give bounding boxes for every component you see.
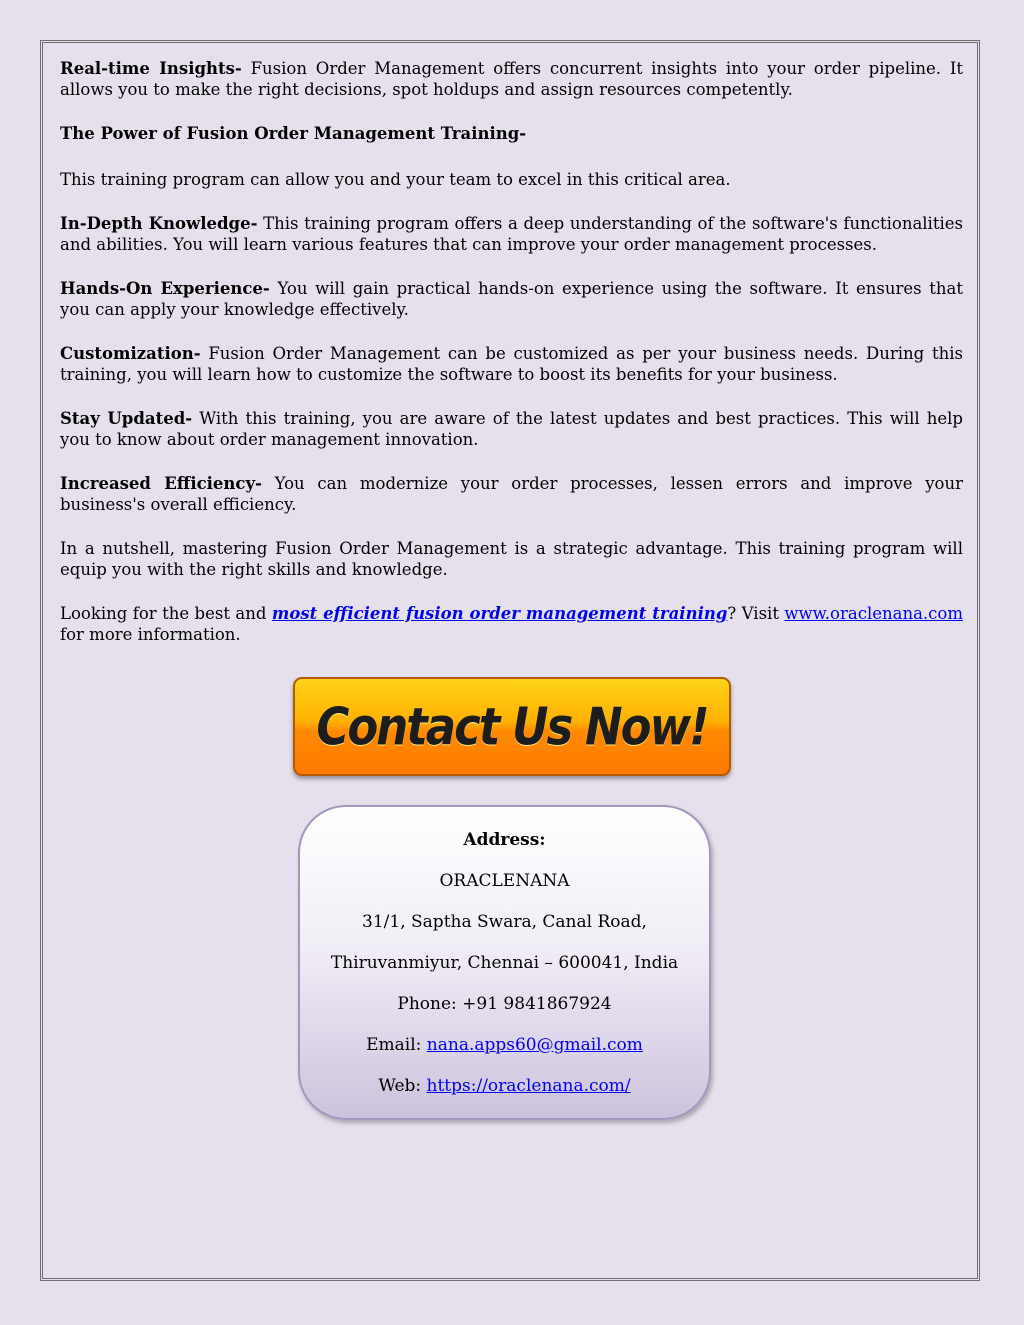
paragraph-text: This training program offers a deep understanding of the software's functionalities and abilities. You will learn various features that can improve your order management processes. [60, 214, 963, 254]
paragraph-stay-updated [60, 408, 963, 450]
paragraph-lead: Hands-On Experience- [60, 279, 270, 298]
paragraph-intro: This training program can allow you and your team to excel in this critical area. [60, 170, 731, 189]
email-line [300, 1034, 709, 1056]
email-link[interactable]: nana.apps60@gmail.com [426, 1035, 643, 1055]
company-name: ORACLENANA [439, 871, 570, 891]
email-label: Email: [366, 1035, 422, 1055]
paragraph-lead: Stay Updated- [60, 409, 193, 428]
closing-after-link: for more information. [60, 625, 241, 644]
closing-suffix: ? [727, 604, 737, 623]
contact-us-button[interactable] [293, 677, 731, 776]
address-title: Address: [463, 830, 546, 850]
website-link[interactable]: www.oraclenana.com [784, 604, 963, 623]
closing-paragraph [60, 603, 963, 645]
web-label: Web: [378, 1076, 422, 1096]
web-line [300, 1075, 709, 1097]
address-card [298, 805, 711, 1120]
paragraph-hands-on-experience [60, 278, 963, 320]
paragraph-customization [60, 343, 963, 385]
paragraph-lead: In-Depth Knowledge- [60, 214, 258, 233]
closing-prefix: Looking for the best and [60, 604, 267, 623]
paragraph-text: Fusion Order Management offers concurrent insights into your order pipeline. It allows you to make the right decisions, spot holdups and assign resources competently. [60, 59, 963, 99]
document-body [60, 58, 963, 668]
phone-number: Phone: +91 9841867924 [397, 994, 612, 1014]
paragraph-text: With this training, you are aware of the latest updates and best practices. This will help you to know about order management innovation. [60, 409, 963, 449]
section-heading: The Power of Fusion Order Management Training- [60, 124, 527, 143]
web-link[interactable]: https://oraclenana.com/ [426, 1076, 631, 1096]
paragraph-nutshell: In a nutshell, mastering Fusion Order Management is a strategic advantage. This training program will equip you with the right skills and knowledge. [60, 539, 963, 579]
paragraph-lead: Customization- [60, 344, 201, 363]
paragraph-text: Fusion Order Management can be customized as per your business needs. During this training, you will learn how to customize the software to boost its benefits for your business. [60, 344, 963, 384]
street-address: 31/1, Saptha Swara, Canal Road, [362, 912, 647, 932]
city-address: Thiruvanmiyur, Chennai – 600041, India [330, 953, 679, 973]
contact-us-label: Contact Us Now! [316, 696, 708, 757]
paragraph-text: You can modernize your order processes, lessen errors and improve your business's overall efficiency. [60, 474, 964, 514]
paragraph-text: You will gain practical hands-on experience using the software. It ensures that you can apply your knowledge effectively. [60, 279, 963, 319]
paragraph-lead: Increased Efficiency- [60, 474, 262, 493]
paragraph-increased-efficiency [60, 473, 963, 515]
paragraph-real-time-insights [60, 58, 963, 100]
paragraph-lead: Real-time Insights- [60, 59, 242, 78]
paragraph-in-depth-knowledge [60, 213, 963, 255]
training-link[interactable]: most efficient fusion order management training [271, 604, 728, 623]
visit-label: Visit [741, 604, 779, 623]
